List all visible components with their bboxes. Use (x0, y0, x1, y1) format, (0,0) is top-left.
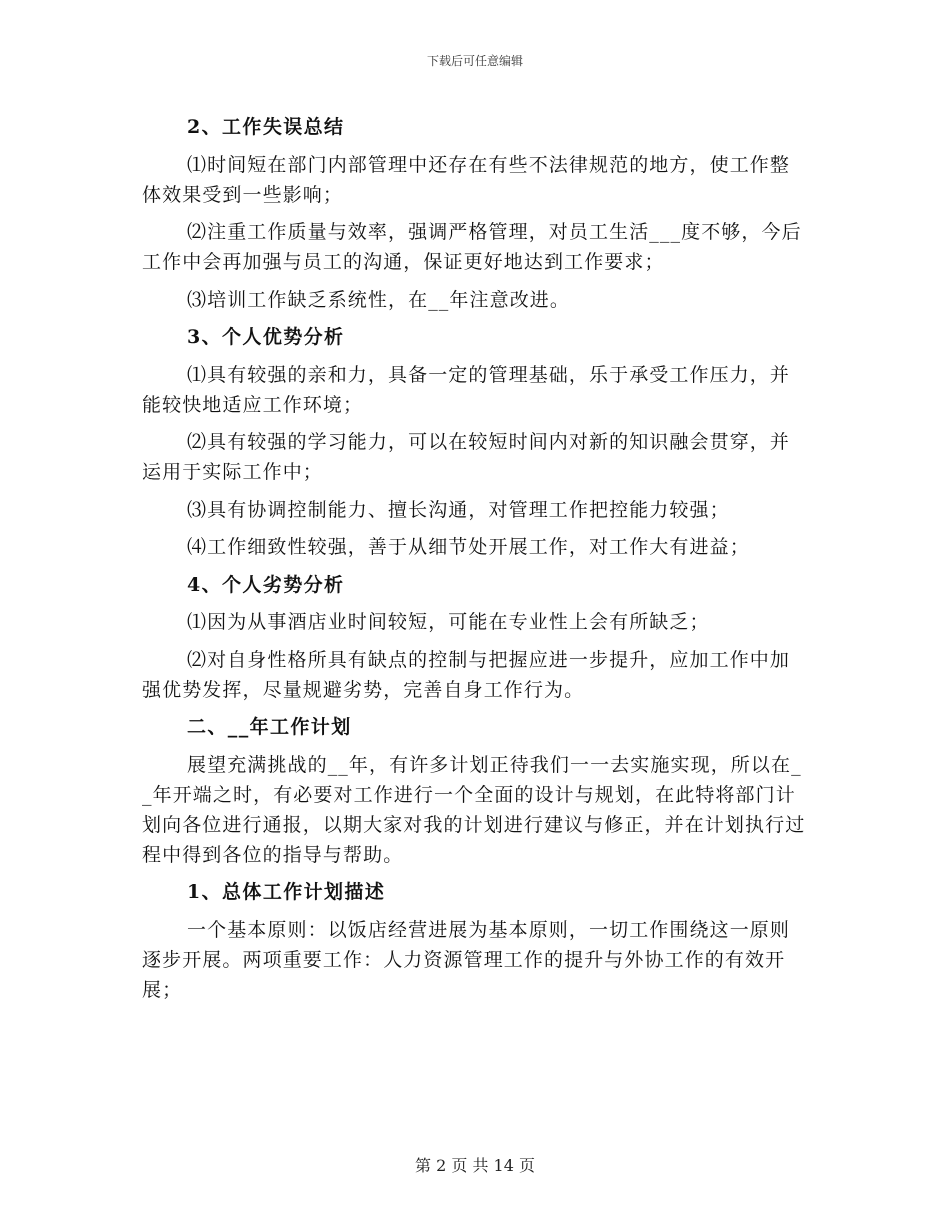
paragraph-work-plan-intro: 展望充满挑战的__年，有许多计划正待我们一一去实施实现，所以在__年开端之时，有必要对工作进行一个全面的设计与规划，在此特将部门计划向各位进行通报，以期大家对我的计划进行建议与修正，并在计划执行过程中得到各位的指导与帮助。 (142, 753, 806, 866)
page-footer-number: 第 2 页 共 14 页 (415, 1156, 535, 1175)
paragraph-weakness-2: ⑵对自身性格所具有缺点的控制与把握应进一步提升，应加工作中加强优势发挥，尽量规避劣势，完善自身工作行为。 (142, 648, 791, 701)
section-heading-work-mistakes: 2、工作失误总结 (187, 116, 345, 138)
section-heading-overall-plan: 1、总体工作计划描述 (187, 881, 386, 903)
page-header-note: 下载后可任意编辑 (426, 54, 523, 68)
paragraph-strength-1: ⑴具有较强的亲和力，具备一定的管理基础，乐于承受工作压力，并能较快地适应工作环境； (142, 363, 791, 416)
paragraph-strength-2: ⑵具有较强的学习能力，可以在较短时间内对新的知识融会贯穿，并运用于实际工作中； (142, 431, 791, 483)
paragraph-strength-3: ⑶具有协调控制能力、擅长沟通，对管理工作把控能力较强； (187, 498, 730, 521)
paragraph-mistake-2: ⑵注重工作质量与效率，强调严格管理，对员工生活___度不够，今后工作中会再加强与员工的沟通，保证更好地达到工作要求； (142, 221, 802, 273)
section-heading-strengths: 3、个人优势分析 (187, 326, 345, 348)
paragraph-strength-4: ⑷工作细致性较强，善于从细节处开展工作，对工作大有进益； (187, 536, 750, 558)
paragraph-mistake-3: ⑶培训工作缺乏系统性，在__年注意改进。 (187, 288, 571, 311)
paragraph-mistake-1: ⑴时间短在部门内部管理中还存在有些不法律规范的地方，使工作整体效果受到一些影响； (142, 153, 791, 206)
section-heading-work-plan: 二、__年工作计划 (187, 716, 352, 738)
document-body (142, 112, 808, 1012)
paragraph-overall-plan: 一个基本原则：以饭店经营进展为基本原则，一切工作围绕这一原则逐步开展。两项重要工作：人力资源管理工作的提升与外协工作的有效开展； (142, 918, 791, 1001)
section-heading-weaknesses: 4、个人劣势分析 (187, 573, 345, 596)
paragraph-weakness-1: ⑴因为从事酒店业时间较短，可能在专业性上会有所缺乏； (187, 611, 710, 633)
